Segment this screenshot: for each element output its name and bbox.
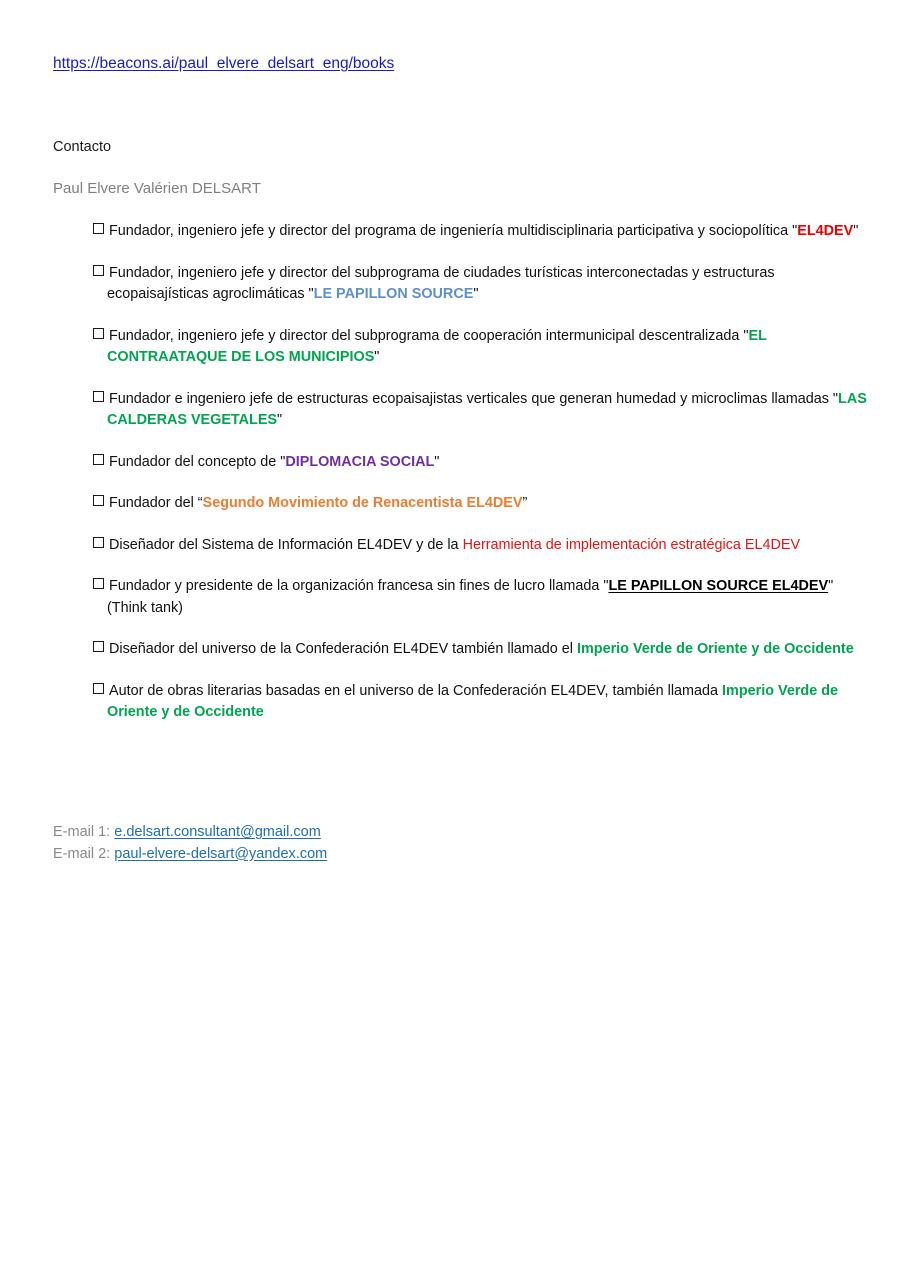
text-run: Fundador, ingeniero jefe y director del subprograma de ciudades turísticas interconectadas y estructuras ecopaisajísticas agroclimáticas " — [107, 264, 775, 302]
list-item — [80, 452, 870, 474]
list-item-text — [109, 454, 439, 470]
highlight-run: EL CONTRAATAQUE DE LOS MUNICIPIOS — [107, 327, 767, 365]
list-item — [80, 576, 870, 619]
list-item — [80, 493, 870, 515]
list-item — [80, 535, 870, 557]
email-link[interactable]: paul-elvere-delsart@yandex.com — [114, 845, 328, 862]
email-block — [53, 822, 327, 865]
list-item-text — [107, 391, 867, 429]
list-item — [80, 389, 870, 432]
empty-square-bullet-icon — [93, 683, 104, 694]
top-url-line — [53, 54, 394, 74]
text-run: Fundador, ingeniero jefe y director del subprograma de cooperación intermunicipal descentralizada " — [109, 327, 749, 344]
empty-square-bullet-icon — [93, 454, 104, 465]
email-label: E-mail 2: — [53, 845, 115, 862]
email-line — [53, 844, 327, 866]
highlight-run: Imperio Verde de Oriente y de Occidente — [107, 682, 839, 720]
text-run: " — [473, 286, 479, 302]
highlight-run: Imperio Verde de Oriente y de Occidente — [576, 641, 854, 657]
empty-square-bullet-icon — [93, 537, 104, 548]
list-item — [80, 639, 870, 661]
text-run: Fundador y presidente de la organización francesa sin fines de lucro llamada " — [109, 578, 609, 594]
text-run: " — [853, 223, 859, 239]
list-item — [80, 263, 870, 306]
empty-square-bullet-icon — [93, 265, 104, 276]
text-run: Diseñador del Sistema de Información EL4DEV y de la — [109, 536, 463, 553]
list-item-text — [107, 578, 833, 616]
text-run: Fundador del concepto de " — [109, 453, 286, 470]
person-name: Paul Elvere Valérien DELSART — [53, 180, 261, 197]
list-item-text — [109, 223, 858, 239]
highlight-run: DIPLOMACIA SOCIAL — [285, 453, 435, 470]
text-run: " — [374, 349, 380, 365]
list-item-text — [107, 265, 775, 303]
text-run: Diseñador del universo de la Confederación EL4DEV también llamado el — [109, 641, 577, 657]
highlight-run: Herramienta de implementación estratégica EL4DEV — [462, 536, 801, 553]
list-item — [80, 681, 870, 724]
highlight-run: Segundo Movimiento de Renacentista EL4DEV — [202, 495, 523, 511]
list-item — [80, 221, 870, 243]
role-bullet-list — [80, 221, 870, 744]
empty-square-bullet-icon — [93, 223, 104, 234]
empty-square-bullet-icon — [93, 495, 104, 506]
list-item-text — [109, 537, 800, 553]
text-run: Fundador, ingeniero jefe y director del programa de ingeniería multidisciplinaria participativa y sociopolítica " — [109, 223, 798, 239]
text-run: Fundador del “ — [109, 495, 203, 511]
email-label: E-mail 1: — [53, 824, 115, 840]
highlight-run: EL4DEV — [797, 223, 854, 239]
text-run: " (Think tank) — [107, 578, 834, 616]
text-run: Autor de obras literarias basadas en el universo de la Confederación EL4DEV, también llamada — [109, 682, 723, 699]
empty-square-bullet-icon — [93, 391, 104, 402]
empty-square-bullet-icon — [93, 328, 104, 339]
email-link[interactable]: e.delsart.consultant@gmail.com — [114, 824, 321, 840]
beacons-profile-link[interactable]: https://beacons.ai/paul_elvere_delsart_eng/books — [53, 55, 395, 72]
text-run: Fundador e ingeniero jefe de estructuras ecopaisajistas verticales que generan humedad y microclimas llamadas " — [109, 390, 839, 407]
text-run: " — [277, 412, 283, 428]
list-item-text — [109, 495, 527, 511]
empty-square-bullet-icon — [93, 641, 104, 652]
text-run: " — [434, 453, 440, 470]
list-item-text — [107, 328, 767, 366]
highlight-run: LE PAPILLON SOURCE EL4DEV — [608, 578, 829, 594]
contact-heading: Contacto — [53, 139, 112, 155]
highlight-run: LE PAPILLON SOURCE — [313, 286, 474, 302]
text-run: ” — [522, 495, 528, 511]
list-item — [80, 326, 870, 369]
highlight-run: LAS CALDERAS VEGETALES — [107, 390, 867, 428]
list-item-text — [107, 683, 838, 721]
list-item-text — [109, 641, 854, 657]
empty-square-bullet-icon — [93, 578, 104, 589]
email-line — [53, 822, 327, 844]
